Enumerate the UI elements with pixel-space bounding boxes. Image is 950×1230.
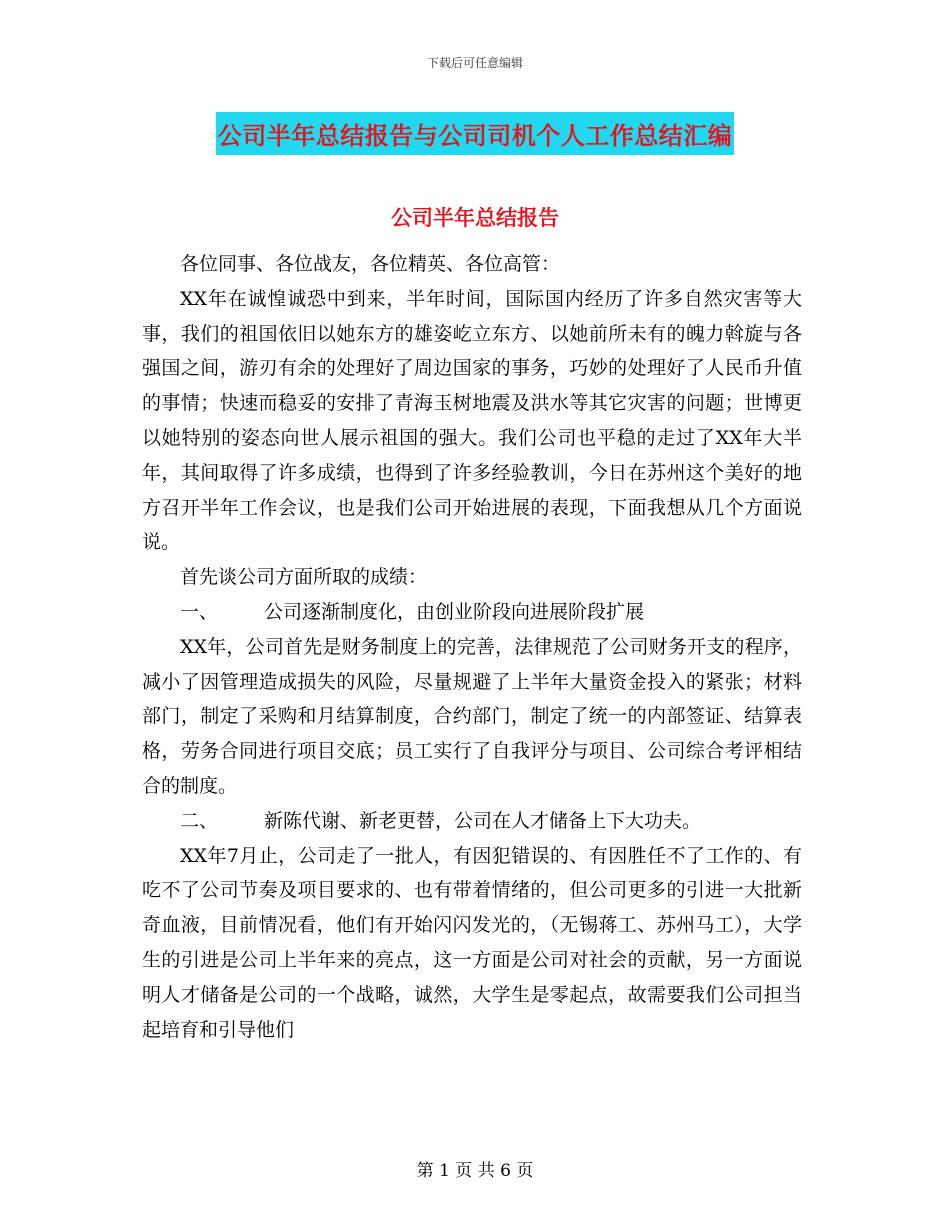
document-title: 公司半年总结报告与公司司机个人工作总结汇编 (216, 112, 735, 155)
body-paragraph-2: 首先谈公司方面所取的成绩： (180, 566, 428, 589)
body-paragraph-4: XX年7月止，公司走了一批人，有因犯错误的、有因胜任不了工作的、有吃不了公司节奏及项目要求的、也有带着情绪的，但公司更多的引进一大批新奇血液，目前情况看，他们有开始闪闪发光的，（无锡蒋工、苏州马工），大学生的引进是公司上半年来的亮点，这一方面是公司对社会的贡献，另一方面说明人才储备是公司的一个战略，诚然，大学生是零起点，故需要我们公司担当起培育和引导他们 (142, 844, 802, 1041)
main-title-container (0, 112, 950, 155)
list-item-2 (142, 804, 802, 839)
body-paragraph-3: XX年，公司首先是财务制度上的完善，法律规范了公司财务开支的程序，减小了因管理造成损失的风险，尽量规避了上半年大量资金投入的紧张；材料部门，制定了采购和月结算制度，合约部门，制定了统一的内部签证、结算表格，劳务合同进行项目交底；员工实行了自我评分与项目、公司综合考评相结合的制度。 (142, 635, 802, 797)
greeting-paragraph: 各位同事、各位战友，各位精英、各位高管： (180, 253, 561, 275)
list-item-1-number: 一、 (180, 600, 219, 623)
page-footer: 第 1 页 共 6 页 (416, 1161, 534, 1181)
section-title: 公司半年总结报告 (391, 206, 559, 230)
list-item-1-text: 公司逐渐制度化，由创业阶段向进展阶段扩展 (264, 600, 645, 623)
list-item-2-number: 二、 (180, 809, 219, 832)
page-header-note: 下载后可任意编辑 (426, 56, 523, 70)
document-body (142, 247, 802, 1047)
list-item-1 (142, 595, 802, 630)
body-paragraph-1: XX年在诚惶诚恐中到来，半年时间，国际国内经历了许多自然灾害等大事，我们的祖国依旧以她东方的雄姿屹立东方、以她前所未有的魄力斡旋与各强国之间，游刃有余的处理好了周边国家的事务，巧妙的处理好了人民币升值的事情；快速而稳妥的安排了青海玉树地震及洪水等其它灾害的问题；世博更以她特别的姿态向世人展示祖国的强大。我们公司也平稳的走过了XX年大半年，其间取得了许多成绩，也得到了许多经验教训，今日在苏州这个美好的地方召开半年工作会议，也是我们公司开始进展的表现，下面我想从几个方面说说。 (142, 287, 802, 554)
list-item-2-text: 新陈代谢、新老更替，公司在人才储备上下大功夫。 (264, 809, 702, 832)
